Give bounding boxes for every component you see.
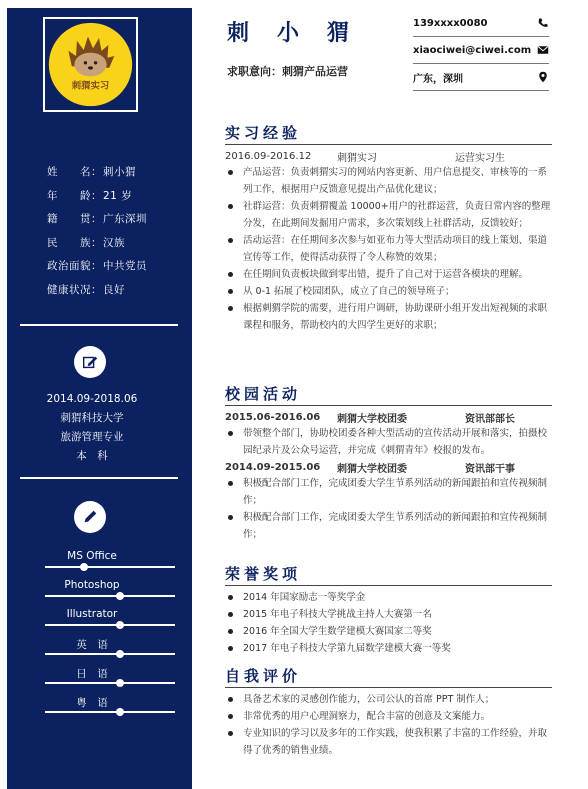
skill-level-dot [116, 708, 124, 716]
evaluation-list [225, 691, 555, 759]
skill-item [7, 691, 192, 720]
contact-email [413, 37, 549, 64]
info-label: 籍 贯： [47, 213, 102, 225]
internship-org: 刺猬实习 [337, 152, 377, 164]
info-value: 中共党员 [103, 260, 147, 272]
bullet-item: 专业知识的学习以及多年的工作实践，使我积累了丰富的工作经验，并取得了优秀的销售业绩。 [225, 725, 555, 759]
skill-bar [45, 682, 175, 684]
section-divider [225, 405, 552, 406]
contact-phone [413, 10, 549, 37]
phone-icon [537, 17, 549, 29]
bullet-item: 根据刺猬学院的需要，进行用户调研，协助课研小组开发出短视频的求职课程和服务，帮助校内的大四学生更好的求职； [225, 300, 555, 334]
skill-item [7, 546, 192, 575]
bullet-item: 2015 年电子科技大学挑战主持人大赛第一名 [225, 606, 555, 623]
skill-item [7, 604, 192, 633]
bullet-item: 从 0-1 拓展了校园团队，成立了自己的领导班子； [225, 283, 555, 300]
skill-name: Illustrator [66, 608, 118, 620]
internship-role: 运营实习生 [455, 152, 505, 164]
campus-role: 资讯部部长 [465, 413, 515, 425]
section-honors [225, 563, 555, 657]
contact-block [413, 10, 549, 91]
bullet-item: 活动运营：在任期间多次参与如亚布力等大型活动项目的线上策划、渠道宣传等工作，使得活动获得了令人称赞的效果； [225, 232, 555, 266]
divider-1 [20, 324, 178, 326]
education-school: 刺猬科技大学 [60, 412, 124, 424]
skill-level-dot [116, 679, 124, 687]
mail-icon [537, 44, 549, 56]
pencil-icon [74, 501, 106, 533]
internship-title: 实习经验 [225, 124, 302, 142]
section-campus [225, 383, 555, 543]
internship-period: 2016.09-2016.12 [225, 150, 312, 162]
skill-bar [45, 653, 175, 655]
section-divider [225, 687, 552, 688]
skill-name: Photoshop [64, 579, 120, 591]
campus-title: 校园活动 [225, 385, 302, 403]
bullet-item: 2017 年电子科技大学第九届数学建模大赛一等奖 [225, 640, 555, 657]
phone-text: 139xxxx0080 [413, 17, 488, 29]
bullet-item: 带领整个部门，协助校团委各种大型活动的宣传活动开展和落实，拍摄校园纪录片及公众号运营，并完成《刺猬青年》校报的发布。 [225, 425, 555, 459]
info-label: 姓 名： [47, 166, 102, 178]
skill-item [7, 662, 192, 691]
info-label: 健康状况： [47, 283, 102, 296]
section-evaluation [225, 665, 555, 759]
skill-level-dot [116, 592, 124, 600]
skill-bar [45, 595, 175, 597]
skills-list [7, 546, 192, 720]
campus-role: 资讯部干事 [465, 463, 515, 475]
education-block [7, 390, 177, 466]
edit-icon [74, 346, 106, 378]
skill-bar [45, 711, 175, 713]
photo-frame [43, 17, 138, 112]
skill-name: 日 语 [76, 668, 108, 680]
campus-org: 刺猬大学校团委 [337, 463, 407, 475]
location-text: 广东，深圳 [413, 73, 463, 85]
campus-bullets [225, 425, 555, 459]
education-period: 2014.09-2018.06 [46, 393, 138, 405]
info-label: 年 龄： [47, 189, 102, 202]
skill-name: 英 语 [76, 639, 108, 651]
skill-bar [45, 566, 175, 568]
skill-item [7, 575, 192, 604]
sidebar [7, 8, 192, 789]
info-row [47, 161, 187, 185]
education-major: 旅游管理专业 [60, 431, 124, 443]
job-intent: 求职意向：刺猬产品运营 [227, 65, 348, 78]
section-divider [225, 585, 552, 586]
honors-list [225, 589, 555, 657]
honors-title: 荣誉奖项 [225, 565, 302, 583]
personal-info [47, 161, 187, 302]
campus-period: 2014.09-2015.06 [225, 461, 321, 473]
skill-level-dot [116, 650, 124, 658]
skill-item [7, 633, 192, 662]
candidate-name: 刺小猬 [227, 21, 378, 46]
evaluation-title: 自我评价 [225, 667, 302, 685]
bullet-item: 产品运营：负责刺猬实习的网站内容更新、用户信息提交、审核等的一系列工作，根据用户反馈意见提出产品优化建议； [225, 164, 555, 198]
bullet-item: 积极配合部门工作，完成团委大学生节系列活动的新闻跟拍和宣传视频制作； [225, 509, 555, 543]
skill-name: 粤 语 [76, 697, 108, 709]
info-row [47, 279, 187, 303]
section-internship [225, 122, 555, 334]
location-pin-icon [537, 71, 549, 83]
info-value: 广东深圳 [103, 213, 147, 225]
info-value: 刺小猬 [103, 166, 136, 178]
campus-entry-header [225, 409, 555, 425]
bullet-item: 社群运营：负责刺猬覆盖 10000+用户的社群运营，负责日常内容的整理分发，在此期间发掘用户需求，多次策划线上社群活动，反馈较好； [225, 198, 555, 232]
info-label: 政治面貌： [47, 260, 102, 272]
contact-location [413, 64, 549, 91]
info-value: 汉族 [103, 236, 125, 249]
info-row [47, 232, 187, 256]
hedgehog-logo-icon [48, 22, 133, 107]
info-value: 良好 [103, 283, 125, 296]
internship-header [225, 148, 555, 164]
email-text: xiaociwei@ciwei.com [413, 44, 532, 56]
info-value: 21 岁 [103, 189, 133, 202]
bullet-item: 在任期间负责板块做到零出错，提升了自己对于运营各模块的理解。 [225, 266, 555, 283]
bullet-item: 具备艺术家的灵感创作能力，公司公认的首席 PPT 制作人； [225, 691, 555, 708]
info-row [47, 185, 187, 209]
info-label: 民 族： [47, 236, 102, 249]
campus-entries [225, 409, 555, 543]
bullet-item: 2014 年国家励志一等奖学金 [225, 589, 555, 606]
logo-text: 刺猬实习 [71, 80, 110, 92]
campus-org: 刺猬大学校团委 [337, 413, 407, 425]
skill-bar [45, 624, 175, 626]
internship-list [225, 164, 555, 334]
campus-entry-header [225, 459, 555, 475]
bullet-item: 积极配合部门工作，完成团委大学生节系列活动的新闻跟拍和宣传视频制作； [225, 475, 555, 509]
bullet-item: 非常优秀的用户心理洞察力，配合丰富的创意及文案能力。 [225, 708, 555, 725]
skill-level-dot [80, 563, 88, 571]
campus-bullets [225, 475, 555, 543]
divider-2 [20, 477, 178, 479]
info-row [47, 255, 187, 279]
education-degree: 本 科 [76, 450, 108, 462]
bullet-item: 2016 年全国大学生数学建模大赛国家二等奖 [225, 623, 555, 640]
section-divider [225, 144, 552, 145]
skill-level-dot [116, 621, 124, 629]
info-row [47, 208, 187, 232]
skill-name: MS Office [67, 550, 117, 562]
campus-period: 2015.06-2016.06 [225, 411, 321, 423]
